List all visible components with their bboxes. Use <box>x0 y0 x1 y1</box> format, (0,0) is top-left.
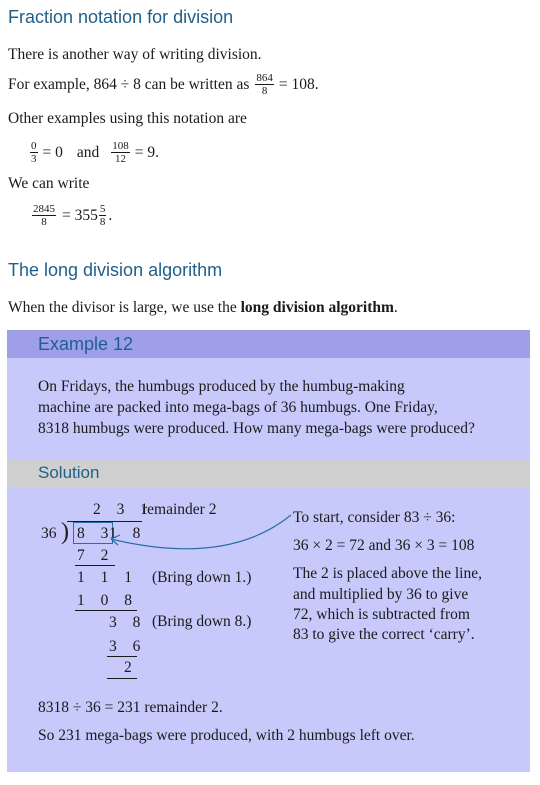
note-line-2: 36 × 2 = 72 and 36 × 3 = 108 <box>293 537 475 554</box>
subtraction-line-2 <box>75 610 137 611</box>
mixed-number-line <box>30 203 112 228</box>
dividend-remaining-digits: 1 8 <box>109 525 147 542</box>
note-line-6: 83 to give the correct ‘carry’. <box>293 626 475 643</box>
note-bring-down-1: (Bring down 1.) <box>152 569 252 586</box>
example-title: Example 12 <box>38 334 134 354</box>
division-bracket: ) <box>61 519 69 545</box>
solution-title: Solution <box>38 463 100 482</box>
example-question-panel <box>7 358 530 459</box>
fraction-numerator: 5 <box>99 203 106 215</box>
step-108: 1 0 8 <box>77 592 138 609</box>
note-line-4: and multiplied by 36 to give <box>293 586 469 603</box>
fraction-5-over-8 <box>99 203 107 228</box>
step-111: 1 1 1 <box>77 569 138 586</box>
question-line-2: machine are packed into mega-bags of 36 humbugs. One Friday, <box>38 399 438 416</box>
fraction-numerator: 0 <box>31 140 37 152</box>
step-36: 3 6 <box>109 638 147 655</box>
divisor: 36 <box>41 525 57 542</box>
step-2: 2 <box>124 659 138 676</box>
fraction-numerator: 2845 <box>33 203 55 215</box>
mixed-number-whole: = 355 <box>62 206 98 224</box>
dividend-first-digits: 8 3 <box>77 525 115 542</box>
paragraph-other-examples: Other examples using this notation are <box>8 110 247 127</box>
fraction-denominator: 12 <box>115 153 127 165</box>
quotient: 2 3 1 <box>93 501 154 518</box>
subtraction-line-4 <box>107 678 137 679</box>
and-word: and <box>76 143 100 161</box>
fraction-denominator: 8 <box>261 85 268 97</box>
fraction-864-over-8 <box>255 72 274 97</box>
example-b-result: = 9. <box>134 143 160 161</box>
solution-header <box>7 459 530 487</box>
section-title-fraction-notation: Fraction notation for division <box>8 7 234 27</box>
question-line-1: On Fridays, the humbugs produced by the humbug-making <box>38 378 405 395</box>
example-text: For example, 864 ÷ 8 can be written as <box>8 75 250 93</box>
note-line-1: To start, consider 83 ÷ 36: <box>293 509 456 526</box>
fraction-denominator: 3 <box>31 153 37 165</box>
remainder-label: remainder 2 <box>142 501 217 518</box>
paragraph-we-can-write: We can write <box>8 175 90 192</box>
section-title-long-division: The long division algorithm <box>8 260 223 280</box>
question-line-3: 8318 humbugs were produced. How many mega-bags were produced? <box>38 420 475 437</box>
step-72: 7 2 <box>77 547 115 564</box>
intro-bold-term: long division algorithm <box>240 299 394 316</box>
subtraction-line-3 <box>107 656 137 657</box>
conclusion-line: So 231 mega-bags were produced, with 2 humbugs left over. <box>38 727 415 744</box>
fraction-0-over-3 <box>30 140 38 165</box>
intro-text: When the divisor is large, we use the <box>8 299 241 316</box>
paragraph-intro: There is another way of writing division. <box>8 46 262 63</box>
example-a-result: = 0 <box>42 143 63 161</box>
paragraph-example <box>8 72 319 97</box>
step-38: 3 8 <box>109 614 147 631</box>
period: . <box>108 206 113 224</box>
solution-panel <box>7 487 530 772</box>
examples-line <box>28 140 159 165</box>
fraction-denominator: 8 <box>99 216 106 228</box>
result-line: 8318 ÷ 36 = 231 remainder 2. <box>38 699 223 716</box>
intro-end: . <box>393 299 398 316</box>
note-line-3: The 2 is placed above the line, <box>293 565 482 582</box>
note-line-5: 72, which is subtracted from <box>293 606 470 623</box>
note-bring-down-8: (Bring down 8.) <box>152 613 252 630</box>
example-result: = 108. <box>278 75 319 93</box>
fraction-108-over-12 <box>111 140 130 165</box>
fraction-denominator: 8 <box>41 216 47 228</box>
example-header <box>7 330 530 358</box>
fraction-2845-over-8 <box>32 203 56 228</box>
fraction-numerator: 864 <box>256 72 273 84</box>
fraction-numerator: 108 <box>112 140 129 152</box>
paragraph-long-division-intro <box>8 299 398 317</box>
